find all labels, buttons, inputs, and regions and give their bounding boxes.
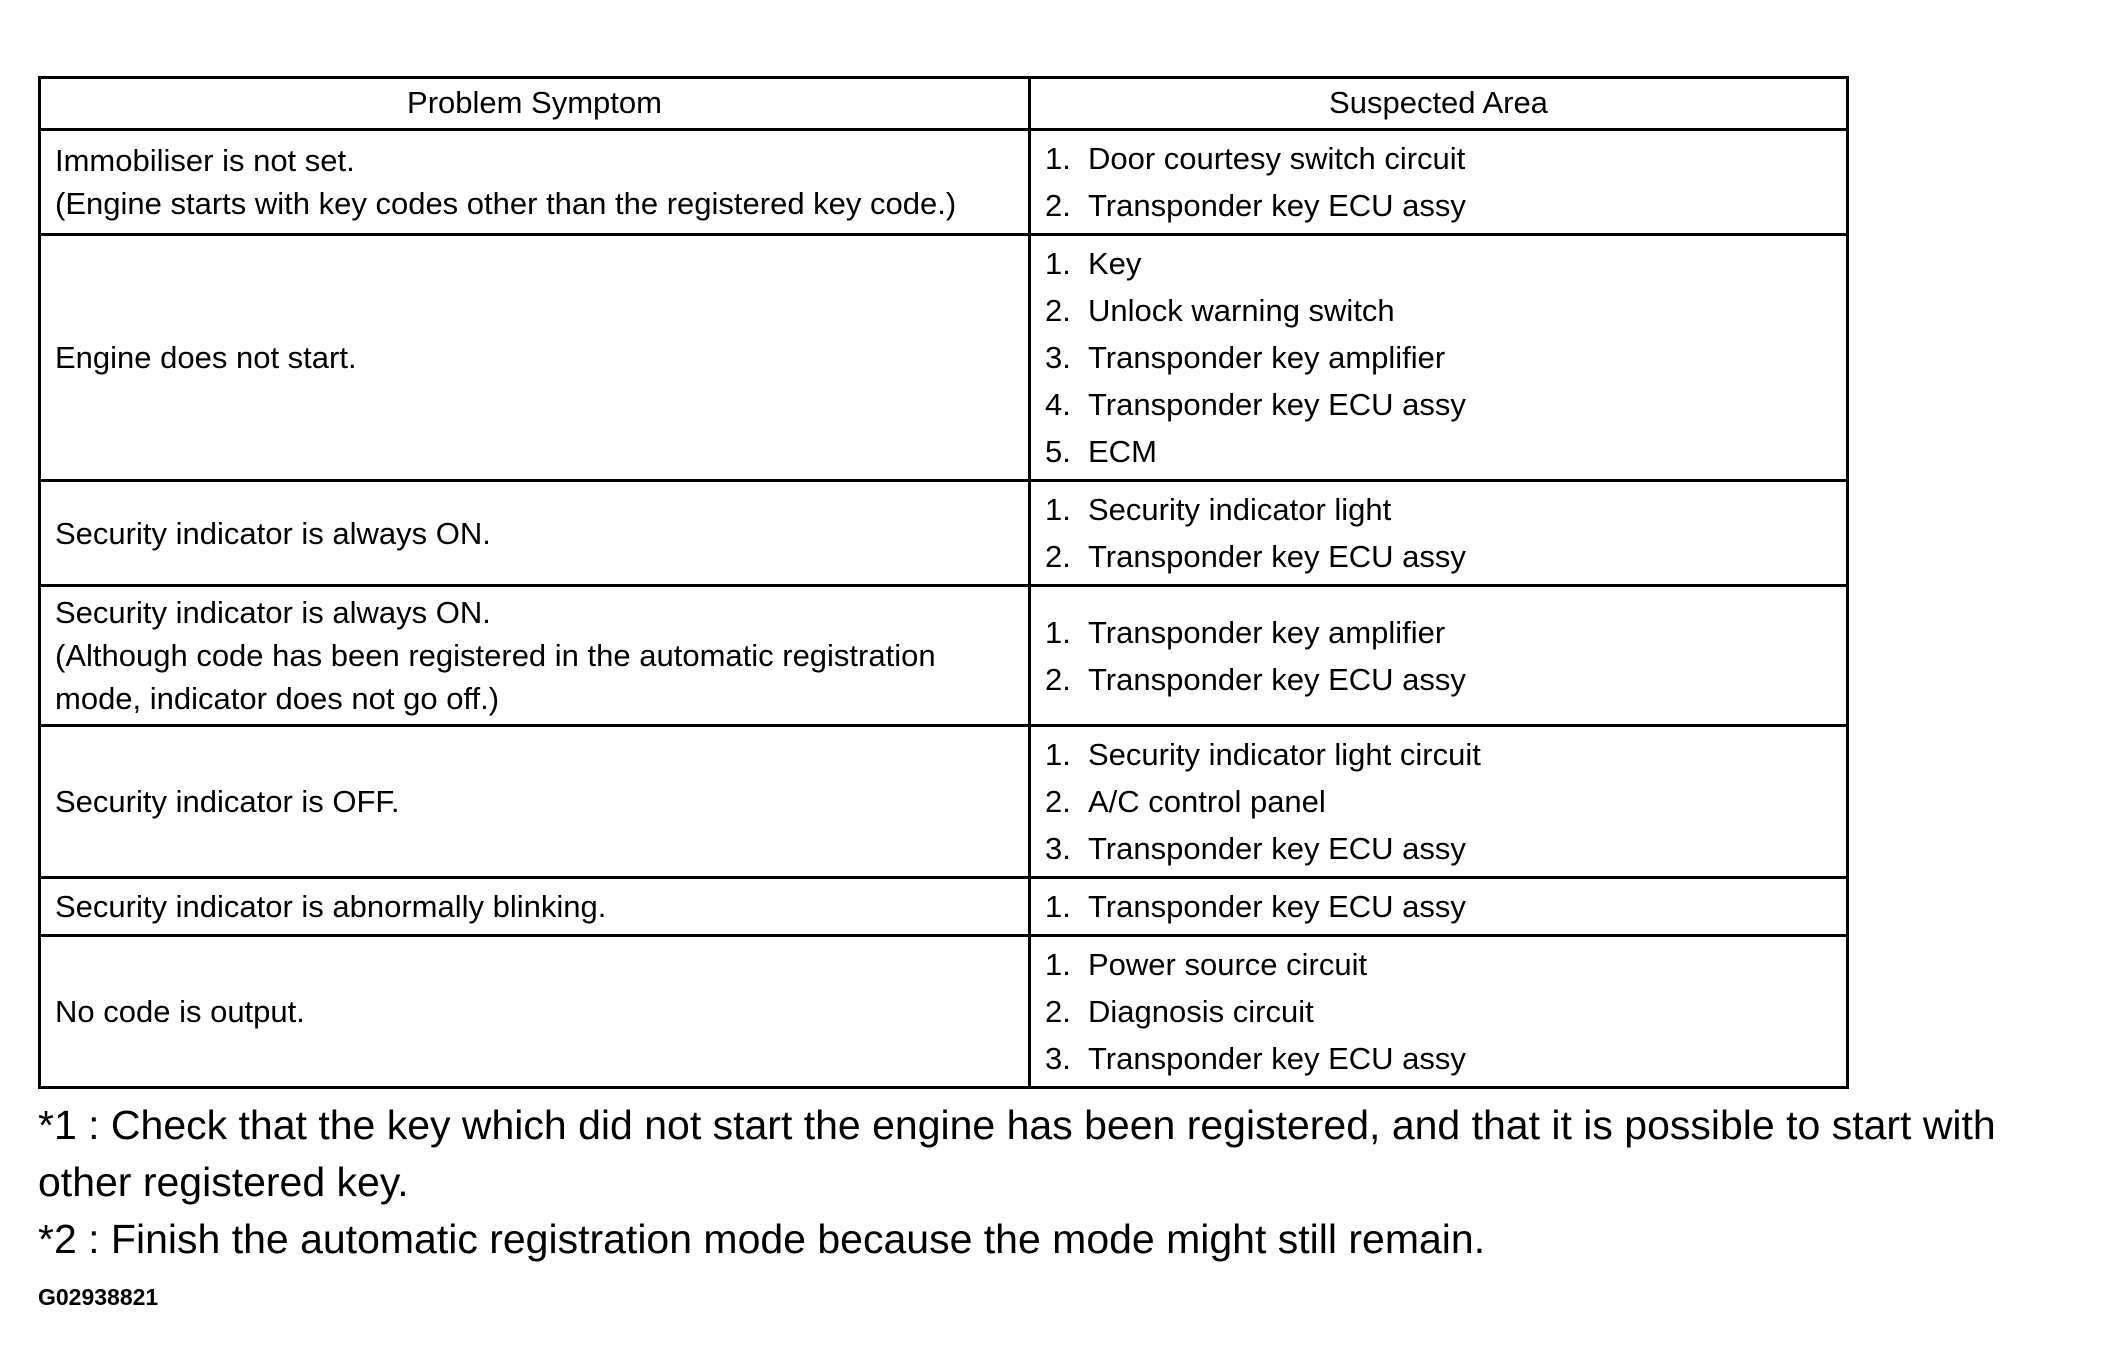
symptom-cell	[40, 481, 1030, 586]
symptom-text: Security indicator is abnormally blinking.	[55, 889, 607, 924]
suspected-area-cell	[1030, 235, 1848, 481]
item-text: Security indicator light circuit	[1088, 737, 1481, 772]
table-row	[40, 726, 1848, 878]
item-text: Transponder key ECU assy	[1088, 661, 1466, 697]
note-line: *1 : Check that the key which did not start the engine has been registered, and that it is possible to start with	[38, 1102, 1996, 1148]
suspected-area-item	[1045, 428, 1832, 475]
item-number: 2.	[1045, 293, 1071, 328]
item-number: 5.	[1045, 434, 1071, 469]
item-text: Door courtesy switch circuit	[1088, 141, 1466, 176]
suspected-area-item	[1045, 240, 1832, 287]
suspected-area-item	[1045, 988, 1832, 1035]
item-text: Security indicator light	[1088, 492, 1392, 527]
item-number: 2.	[1045, 661, 1071, 697]
item-text: ECM	[1088, 434, 1157, 469]
suspected-area-item	[1045, 287, 1832, 334]
suspected-area-item	[1045, 656, 1832, 703]
suspected-area-item	[1045, 381, 1832, 428]
suspected-area-item	[1045, 731, 1832, 778]
symptom-text: (Although code has been registered in the automatic registration	[55, 638, 936, 673]
symptom-text: Security indicator is always ON.	[55, 595, 491, 630]
suspected-area-cell	[1030, 878, 1848, 936]
item-number: 2.	[1045, 994, 1071, 1029]
symptom-cell	[40, 878, 1030, 936]
symptom-text: Immobiliser is not set.	[55, 143, 355, 178]
item-number: 4.	[1045, 387, 1071, 422]
item-text: Key	[1088, 246, 1142, 281]
item-text: Unlock warning switch	[1088, 293, 1395, 328]
symptom-text: Engine does not start.	[55, 340, 357, 375]
item-number: 2.	[1045, 188, 1071, 223]
header-suspected-area: Suspected Area	[1030, 78, 1848, 130]
table-header-row	[40, 78, 1848, 130]
suspected-area-cell	[1030, 481, 1848, 586]
table-row	[40, 586, 1848, 726]
item-text: Diagnosis circuit	[1088, 994, 1314, 1029]
note-line: other registered key.	[38, 1159, 409, 1205]
item-text: Transponder key ECU assy	[1088, 387, 1466, 422]
item-number: 2.	[1045, 539, 1071, 574]
item-text: Transponder key ECU assy	[1088, 1041, 1466, 1076]
table-row	[40, 936, 1848, 1088]
note-line: *2 : Finish the automatic registration mode because the mode might still remain.	[38, 1216, 1486, 1262]
item-number: 3.	[1045, 831, 1071, 866]
item-text: Transponder key ECU assy	[1088, 539, 1466, 574]
item-text: Transponder key ECU assy	[1088, 831, 1466, 866]
suspected-area-item	[1045, 825, 1832, 872]
item-text: Transponder key amplifier	[1088, 614, 1446, 650]
suspected-area-item	[1045, 486, 1832, 533]
suspected-area-cell	[1030, 130, 1848, 235]
item-number: 2.	[1045, 784, 1071, 819]
suspected-area-item	[1045, 778, 1832, 825]
item-number: 1.	[1045, 889, 1071, 924]
suspected-area-cell	[1030, 936, 1848, 1088]
table-row	[40, 235, 1848, 481]
item-text: Transponder key amplifier	[1088, 340, 1446, 375]
symptom-cell	[40, 586, 1030, 726]
item-text: Transponder key ECU assy	[1088, 889, 1466, 924]
symptom-cell	[40, 936, 1030, 1088]
figure-id: G02938821	[38, 1284, 159, 1310]
symptom-text: mode, indicator does not go off.)	[55, 681, 500, 716]
item-number: 1.	[1045, 246, 1071, 281]
suspected-area-cell	[1030, 726, 1848, 878]
symptom-text: Security indicator is always ON.	[55, 515, 491, 551]
item-number: 3.	[1045, 340, 1071, 375]
suspected-area-item	[1045, 533, 1832, 580]
item-number: 1.	[1045, 737, 1071, 772]
table-row	[40, 878, 1848, 936]
suspected-area-item	[1045, 135, 1832, 182]
item-number: 3.	[1045, 1041, 1071, 1076]
symptom-cell	[40, 235, 1030, 481]
suspected-area-item	[1045, 182, 1832, 229]
item-number: 1.	[1045, 947, 1071, 982]
table-row	[40, 130, 1848, 235]
suspected-area-item	[1045, 1035, 1832, 1082]
item-number: 1.	[1045, 614, 1071, 650]
suspected-area-cell	[1030, 586, 1848, 726]
item-number: 1.	[1045, 492, 1071, 527]
item-text: Power source circuit	[1088, 947, 1368, 982]
item-text: A/C control panel	[1088, 784, 1326, 819]
symptom-text: Security indicator is OFF.	[55, 784, 400, 819]
symptom-cell	[40, 726, 1030, 878]
suspected-area-item	[1045, 609, 1832, 656]
symptom-text: No code is output.	[55, 994, 305, 1029]
suspected-area-item	[1045, 883, 1832, 930]
suspected-area-item	[1045, 941, 1832, 988]
suspected-area-item	[1045, 334, 1832, 381]
table-body	[40, 130, 1848, 1088]
notes	[38, 1097, 2098, 1268]
item-number: 1.	[1045, 141, 1071, 176]
symptom-text: (Engine starts with key codes other than the registered key code.)	[55, 186, 957, 221]
symptom-cell	[40, 130, 1030, 235]
page	[38, 76, 2098, 1311]
problem-symptom-table	[38, 76, 1849, 1089]
table-row	[40, 481, 1848, 586]
header-problem-symptom: Problem Symptom	[40, 78, 1030, 130]
item-text: Transponder key ECU assy	[1088, 188, 1466, 223]
